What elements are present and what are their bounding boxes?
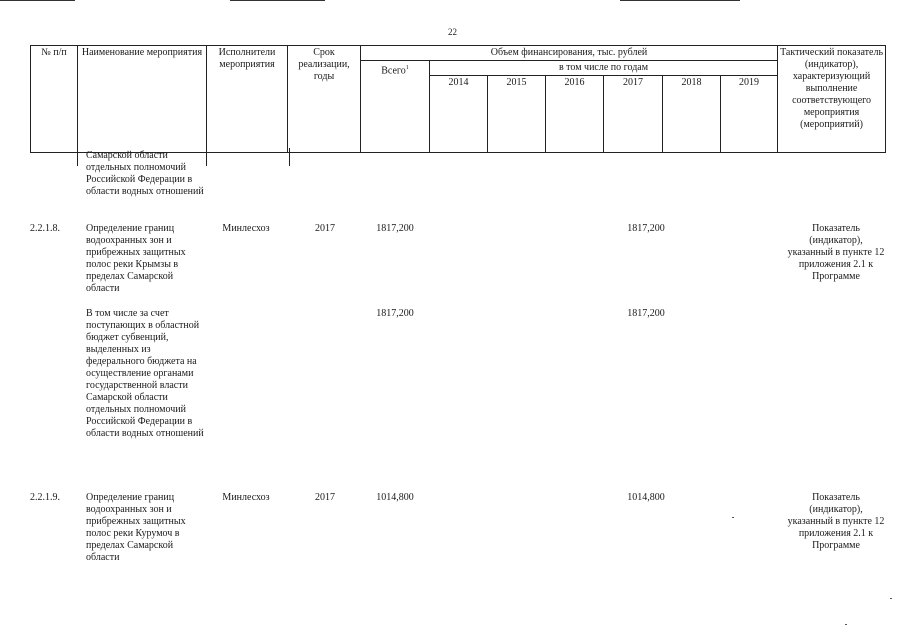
header-year-2015: 2015 [488, 76, 546, 153]
row-executor: Минлесхоз [222, 223, 270, 234]
header-executors: Исполнители мероприятия [207, 46, 288, 153]
header-year-2017: 2017 [604, 76, 663, 153]
row-value-2017: 1014,800 [627, 492, 665, 503]
column-divider [77, 148, 78, 166]
row-name: В том числе за счет поступающих в областной бюджет субвенций, выделенных из федерального бюджета на осуществление органами государственной власти Самарской области отдельных полномочий Российской Федерации в области водных отношений [86, 308, 204, 439]
row-term: 2017 [315, 223, 335, 234]
row-name: Определение границ водоохранных зон и прибрежных защитных полос реки Крымзы в пределах Самарской области [86, 223, 186, 294]
header-funding: Объем финансирования, тыс. рублей [361, 46, 778, 61]
top-rule-right [620, 0, 740, 1]
header-term: Срок реализации, годы [288, 46, 361, 153]
column-divider [206, 148, 207, 166]
scan-speck [890, 598, 892, 599]
header-indicator: Тактический показатель (индикатор), характеризующий выполнение соответствующего мероприятия (мероприятий) [778, 46, 886, 153]
row-value-2017: 1817,200 [627, 223, 665, 234]
row-indicator: Показатель (индикатор), указанный в пункте 12 приложения 2.1 к Программе [787, 492, 885, 551]
row-total: 1014,800 [376, 492, 414, 503]
scan-speck [732, 517, 734, 518]
row-total: 1817,200 [376, 223, 414, 234]
row-name: Определение границ водоохранных зон и прибрежных защитных полос реки Курумоч в пределах Самарской области [86, 492, 186, 563]
scan-speck [845, 624, 847, 625]
header-name: Наименование мероприятия [78, 46, 207, 153]
row-indicator: Показатель (индикатор), указанный в пункте 12 приложения 2.1 к Программе [787, 223, 885, 282]
row-total: 1817,200 [376, 308, 414, 319]
header-total: Всего$^1$ [361, 61, 430, 153]
header-year-2018: 2018 [663, 76, 721, 153]
header-year-2016: 2016 [546, 76, 604, 153]
table-header [30, 45, 886, 153]
top-rule-middle [230, 0, 325, 1]
row-number: 2.2.1.9. [30, 492, 60, 503]
column-divider [289, 148, 290, 166]
row-value-2017: 1817,200 [627, 308, 665, 319]
continuation-text: Самарской области отдельных полномочий Российской Федерации в области водных отношений [86, 150, 204, 197]
row-executor: Минлесхоз [222, 492, 270, 503]
header-year-2014: 2014 [430, 76, 488, 153]
header-by-years: в том числе по годам [430, 61, 778, 76]
header-year-2019: 2019 [721, 76, 778, 153]
top-rule-left [0, 0, 75, 1]
row-term: 2017 [315, 492, 335, 503]
footnote-marker: 1 [405, 65, 409, 71]
page-number: 22 [448, 27, 457, 37]
row-number: 2.2.1.8. [30, 223, 60, 234]
header-num: № п/п [31, 46, 78, 153]
